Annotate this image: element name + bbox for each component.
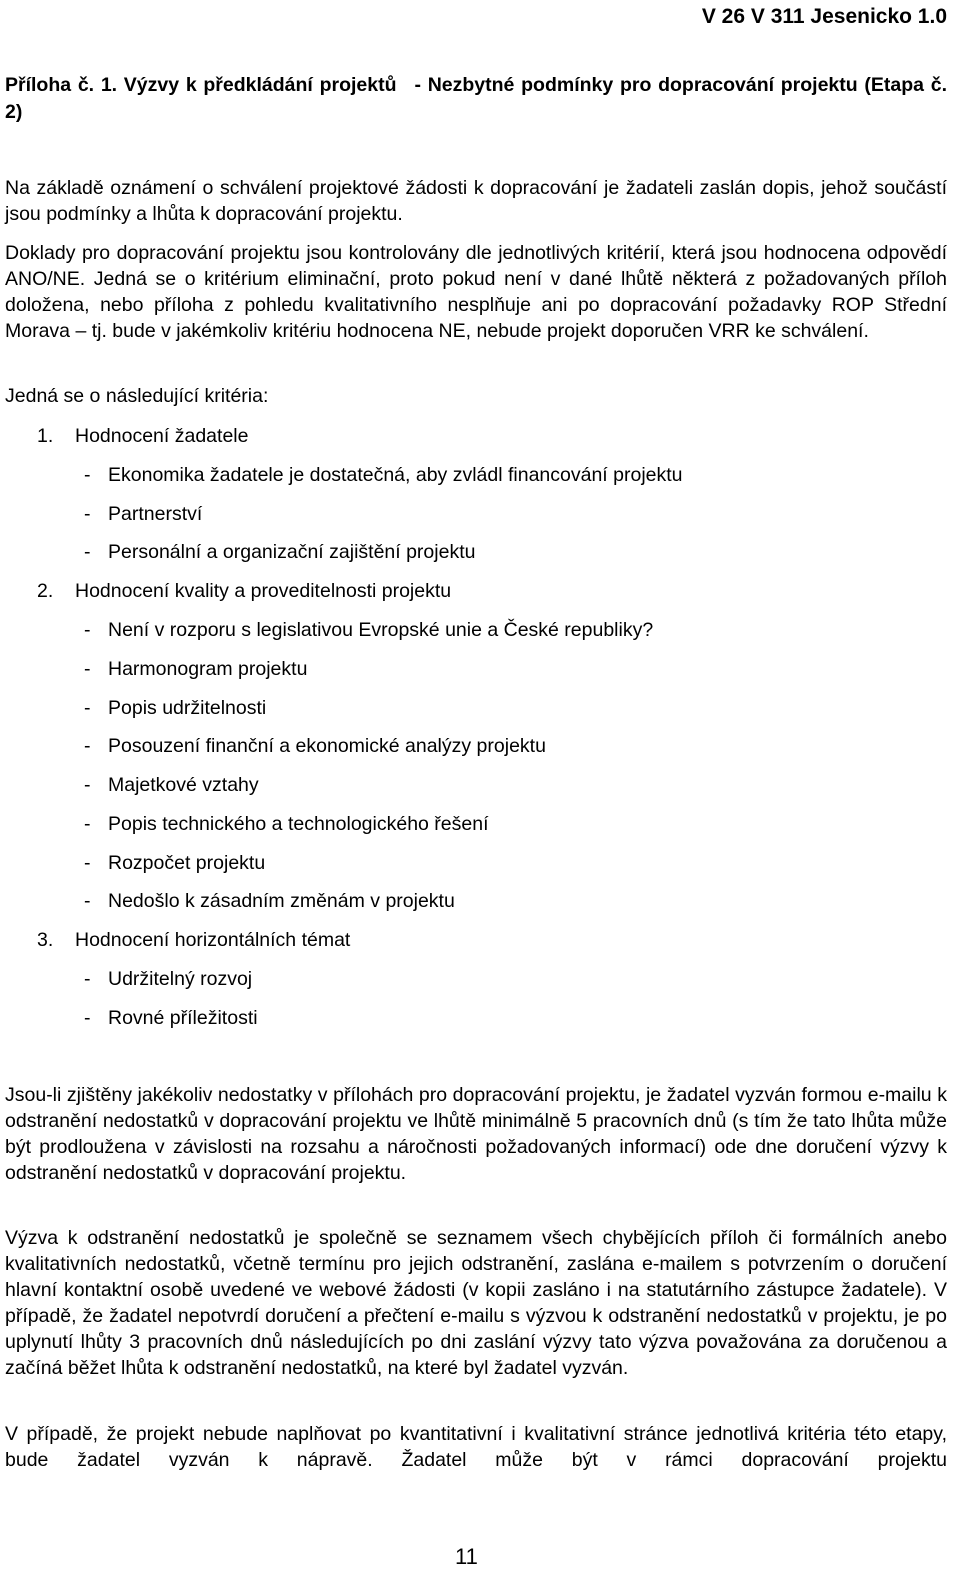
paragraph-4: Výzva k odstranění nedostatků je společně se seznamem všech chybějících příloh či formálních anebo kvalitativních nedostatků, včetně termínu pro jejich odstranění, zaslána e-mailem s potvrzením o doručení hlavní kontaktní osobě uvedené ve webové žádosti (v kopii zasláno i na statutárního zástupce žadatele). V případě, že žadatel nepotvrdí doručení a přečtení e-mailu s výzvou k odstranění nedostatků v projektu, je po uplynutí lhůty 3 pracovních dnů následujících po dni zaslání výzvy tato výzva považována za doručenou a začíná běžet lhůta k odstranění nedostatků, na které byl žadatel vyzván.	[5, 1227, 947, 1379]
criterion-item: - Partnerství	[84, 503, 203, 525]
criterion-item: - Rozpočet projektu	[84, 852, 266, 874]
criterion-heading: 3. Hodnocení horizontálních témat	[37, 929, 351, 951]
criteria-intro: Jedná se o následující kritéria:	[5, 385, 269, 407]
criterion-item: - Popis technického a technologického řešení	[84, 813, 489, 835]
criterion-item: - Majetkové vztahy	[84, 774, 259, 796]
document-heading	[5, 72, 947, 126]
criterion-item: - Nedošlo k zásadním změnám v projektu	[84, 890, 455, 912]
paragraph-3: Jsou-li zjištěny jakékoliv nedostatky v přílohách pro dopracování projektu, je žadatel vyzván formou e-mailu k odstranění nedostatků v dopracování projektu ve lhůtě minimálně 5 pracovních dnů (s tím že tato lhůta může být prodloužena v závislosti na rozsahu a náročnosti požadovaných informací) ode dne doručení výzvy k odstranění nedostatků v dopracování projektu.	[5, 1084, 947, 1184]
paragraph-1: Na základě oznámení o schválení projektové žádosti k dopracování je žadateli zaslán dopis, jehož součástí jsou podmínky a lhůta k dopracování projektu.	[5, 177, 947, 225]
heading-part-2: - Nezbytné podmínky pro dopracování projektu (Etapa č. 2)	[5, 74, 947, 123]
criterion-heading: 2. Hodnocení kvality a proveditelnosti projektu	[37, 580, 452, 602]
paragraph-5: V případě, že projekt nebude naplňovat po kvantitativní i kvalitativní stránce jednotlivá kritéria této etapy, bude žadatel vyzván k nápravě. Žadatel může být v rámci dopracování projektu	[5, 1423, 947, 1471]
document-page	[5, 0, 947, 1592]
criterion-item: - Ekonomika žadatele je dostatečná, aby zvládl financování projektu	[84, 464, 683, 486]
page-number: 11	[455, 1544, 478, 1569]
criterion-heading: 1. Hodnocení žadatele	[37, 425, 249, 447]
criterion-item: - Udržitelný rozvoj	[84, 968, 253, 990]
criterion-item: - Popis udržitelnosti	[84, 697, 267, 719]
document-header: V 26 V 311 Jesenicko 1.0	[701, 5, 947, 28]
criterion-item: - Rovné příležitosti	[84, 1007, 258, 1029]
heading-part-1: Příloha č. 1. Výzvy k předkládání projektů	[5, 74, 397, 96]
criterion-item: - Posouzení finanční a ekonomické analýzy projektu	[84, 735, 546, 757]
criterion-item: - Harmonogram projektu	[84, 658, 308, 680]
paragraph-2: Doklady pro dopracování projektu jsou kontrolovány dle jednotlivých kritérií, která jsou hodnocena odpovědí ANO/NE. Jedná se o kritérium eliminační, proto pokud není v dané lhůtě některá z požadovaných příloh doložena, nebo příloha z pohledu kvalitativního nesplňuje ani po dopracování požadavky ROP Střední Morava – tj. bude v jakémkoliv kritériu hodnocena NE, nebude projekt doporučen VRR ke schválení.	[5, 242, 947, 342]
criterion-item: - Není v rozporu s legislativou Evropské unie a České republiky?	[84, 619, 654, 641]
criterion-item: - Personální a organizační zajištění projektu	[84, 541, 476, 563]
